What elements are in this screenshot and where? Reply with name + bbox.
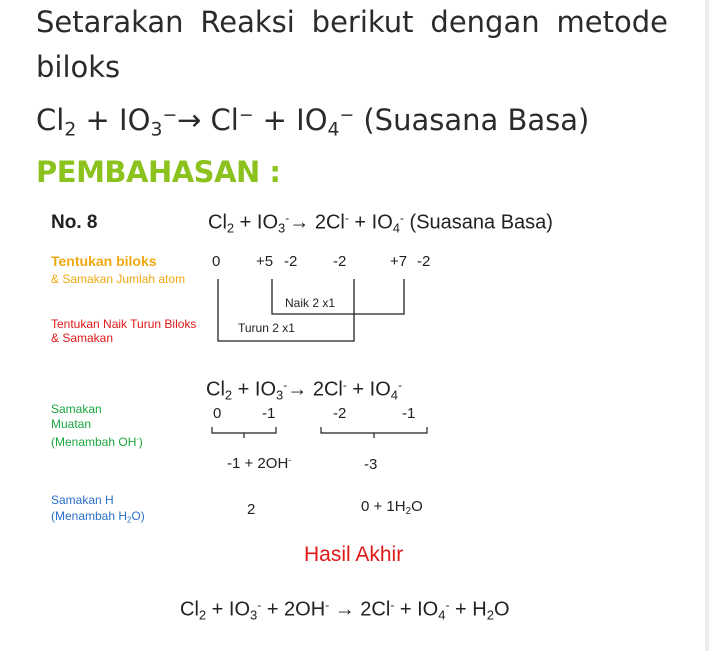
step3-label: Samakan Muatan (Menambah OH-) xyxy=(51,402,143,449)
biloks-i-left: +5 xyxy=(256,253,274,270)
naik-bracket xyxy=(272,279,404,314)
solution-equation-mid: $Cl_2 + IO_3^-\to 2Cl^- + IO_4^-$ xyxy=(206,378,402,403)
question-word: Reaksi xyxy=(200,5,295,39)
naik-label: Naik 2 x1 xyxy=(285,296,336,310)
pembahasan-heading: PEMBAHASAN : xyxy=(36,155,281,189)
biloks-cl-right: -2 xyxy=(333,253,347,270)
turun-label: Turun 2 x1 xyxy=(238,321,295,335)
biloks-i-right: +7 xyxy=(390,253,408,270)
turun-bracket xyxy=(218,279,354,341)
question-word: Setarakan xyxy=(36,5,184,39)
question-line-2: biloks xyxy=(36,50,121,84)
result-equation: $Cl_2 + IO_3^- + 2OH^- \to 2Cl^- + IO_4^- + H_2O$ xyxy=(180,598,510,623)
h-right: $0 + 1H_2O$ xyxy=(361,498,423,517)
question-word: berikut xyxy=(311,5,414,39)
left-total-charge: -1 + 2OH- xyxy=(227,455,292,472)
charge-cl2: 0 xyxy=(213,405,222,422)
problem-number: No. 8 xyxy=(51,212,98,233)
result-title: Hasil Akhir xyxy=(304,543,404,566)
biloks-o-left: -2 xyxy=(284,253,298,270)
question-equation: $Cl_2 + IO_3^-\to Cl^- + IO_4^-$ (Suasana Basa) xyxy=(36,103,590,141)
charge-io3: -1 xyxy=(262,405,276,422)
solution-equation-top: $Cl_2 + IO_3^-\to 2Cl^- + IO_4^-$ (Suasana Basa) xyxy=(208,211,553,236)
step2-label: Tentukan Naik Turun Biloks & Samakan xyxy=(51,317,197,345)
question-word: dengan xyxy=(430,5,540,39)
scrollbar[interactable] xyxy=(705,0,709,651)
biloks-cl: 0 xyxy=(212,253,221,270)
step1-title: Tentukan biloks xyxy=(51,253,157,269)
charge-io4: -1 xyxy=(402,405,416,422)
question-word: metode xyxy=(556,5,668,39)
charge-cl: -2 xyxy=(333,405,347,422)
h-left: 2 xyxy=(247,501,256,518)
biloks-o-right: -2 xyxy=(417,253,431,270)
right-charge-brace xyxy=(321,427,427,438)
right-total-charge: -3 xyxy=(364,456,378,473)
step1-subtitle: & Samakan Jumlah atom xyxy=(51,272,186,286)
step4-label: Samakan H (Menambah $H_2O$) xyxy=(51,493,145,525)
left-charge-brace xyxy=(212,427,276,438)
